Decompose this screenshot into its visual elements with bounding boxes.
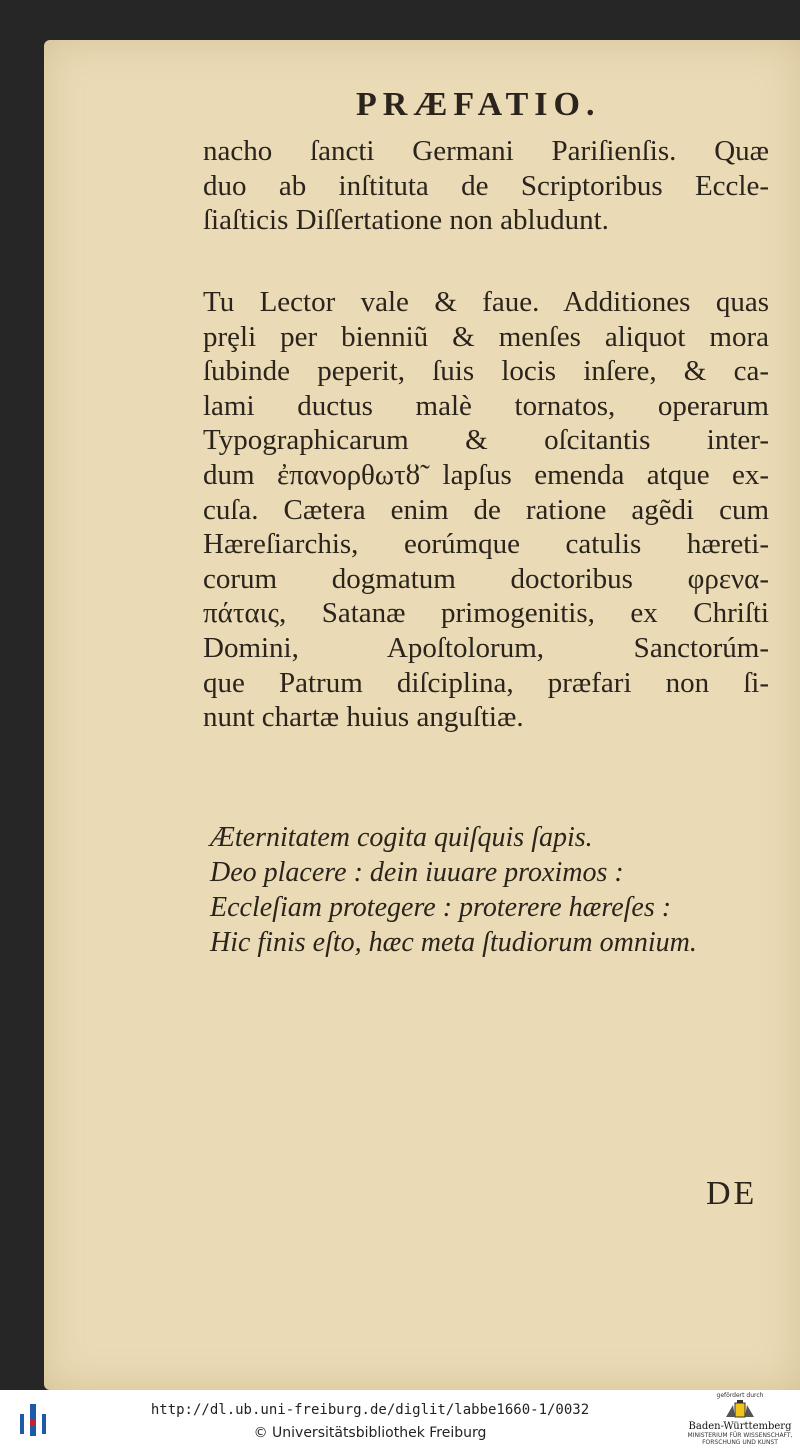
- text-line: lami ductus malè tornatos, operarum: [203, 389, 769, 422]
- text-line: nacho ſancti Germani Pariſienſis. Quæ: [203, 135, 769, 167]
- sponsor-subtitle: MINISTERIUM FÜR WISSENSCHAFT, FORSCHUNG UND KUNST: [687, 1432, 793, 1446]
- text-line: corum dogmatum doctoribus φρενα-: [203, 562, 769, 595]
- running-head: PRÆFATIO.: [356, 86, 601, 123]
- text-line: Typographicarum & oſcitantis inter-: [203, 424, 769, 457]
- sponsor-label: gefördert durch: [716, 1392, 764, 1399]
- catchword: DE: [706, 1175, 758, 1212]
- text-line: dum ἐπανορθωτȣ̃ lapſus emenda atque ex-: [203, 458, 769, 491]
- text-line: Domini, Apoſtolorum, Sanctorúm-: [203, 631, 769, 664]
- copyright-text: © Universitätsbibliothek Freiburg: [253, 1425, 487, 1441]
- text-line: πάταις, Satanæ primogenitis, ex Chriſti: [203, 597, 769, 630]
- text-line: cuſa. Cætera enim de ratione agẽdi cum: [203, 493, 769, 526]
- text-line: ſiaſticis Diſſertatione non abludunt.: [203, 204, 609, 237]
- verse-line: Æternitatem cogita quiſquis ſapis.: [210, 822, 593, 853]
- text-line: Tu Lector vale & faue. Additiones quas: [203, 286, 769, 318]
- verse-line: Deo placere : dein iuuare proximos :: [210, 857, 624, 888]
- paragraph-1: [203, 134, 769, 238]
- verse-line: Eccleſiam protegere : proterere hæreſes :: [210, 892, 672, 923]
- sponsor-name: Baden-Württemberg: [688, 1421, 792, 1432]
- coat-of-arms-icon: [723, 1400, 757, 1420]
- text-line: ſubinde peperit, ſuis locis inſere, & ca-: [203, 355, 769, 388]
- text-line: Hæreſiarchis, eorúmque catulis hæreti-: [203, 528, 769, 561]
- paragraph-2: [203, 285, 769, 735]
- text-line: duo ab inſtituta de Scriptoribus Eccle-: [203, 169, 769, 202]
- verse-block: [210, 820, 780, 960]
- verse-line: Hic finis eſto, hæc meta ſtudiorum omnium.: [210, 927, 697, 958]
- viewer-footer: [0, 1390, 800, 1448]
- permalink-url[interactable]: http://dl.ub.uni-freiburg.de/diglit/labbe1660-1/0032: [150, 1402, 590, 1418]
- text-line: nunt chartæ huius anguſtiæ.: [203, 701, 524, 734]
- sponsor-logo: [682, 1392, 798, 1446]
- text-line: prȩli per bienniũ & menſes aliquot mora: [203, 320, 769, 353]
- text-line: que Patrum diſciplina, præfari non ſi-: [203, 666, 769, 699]
